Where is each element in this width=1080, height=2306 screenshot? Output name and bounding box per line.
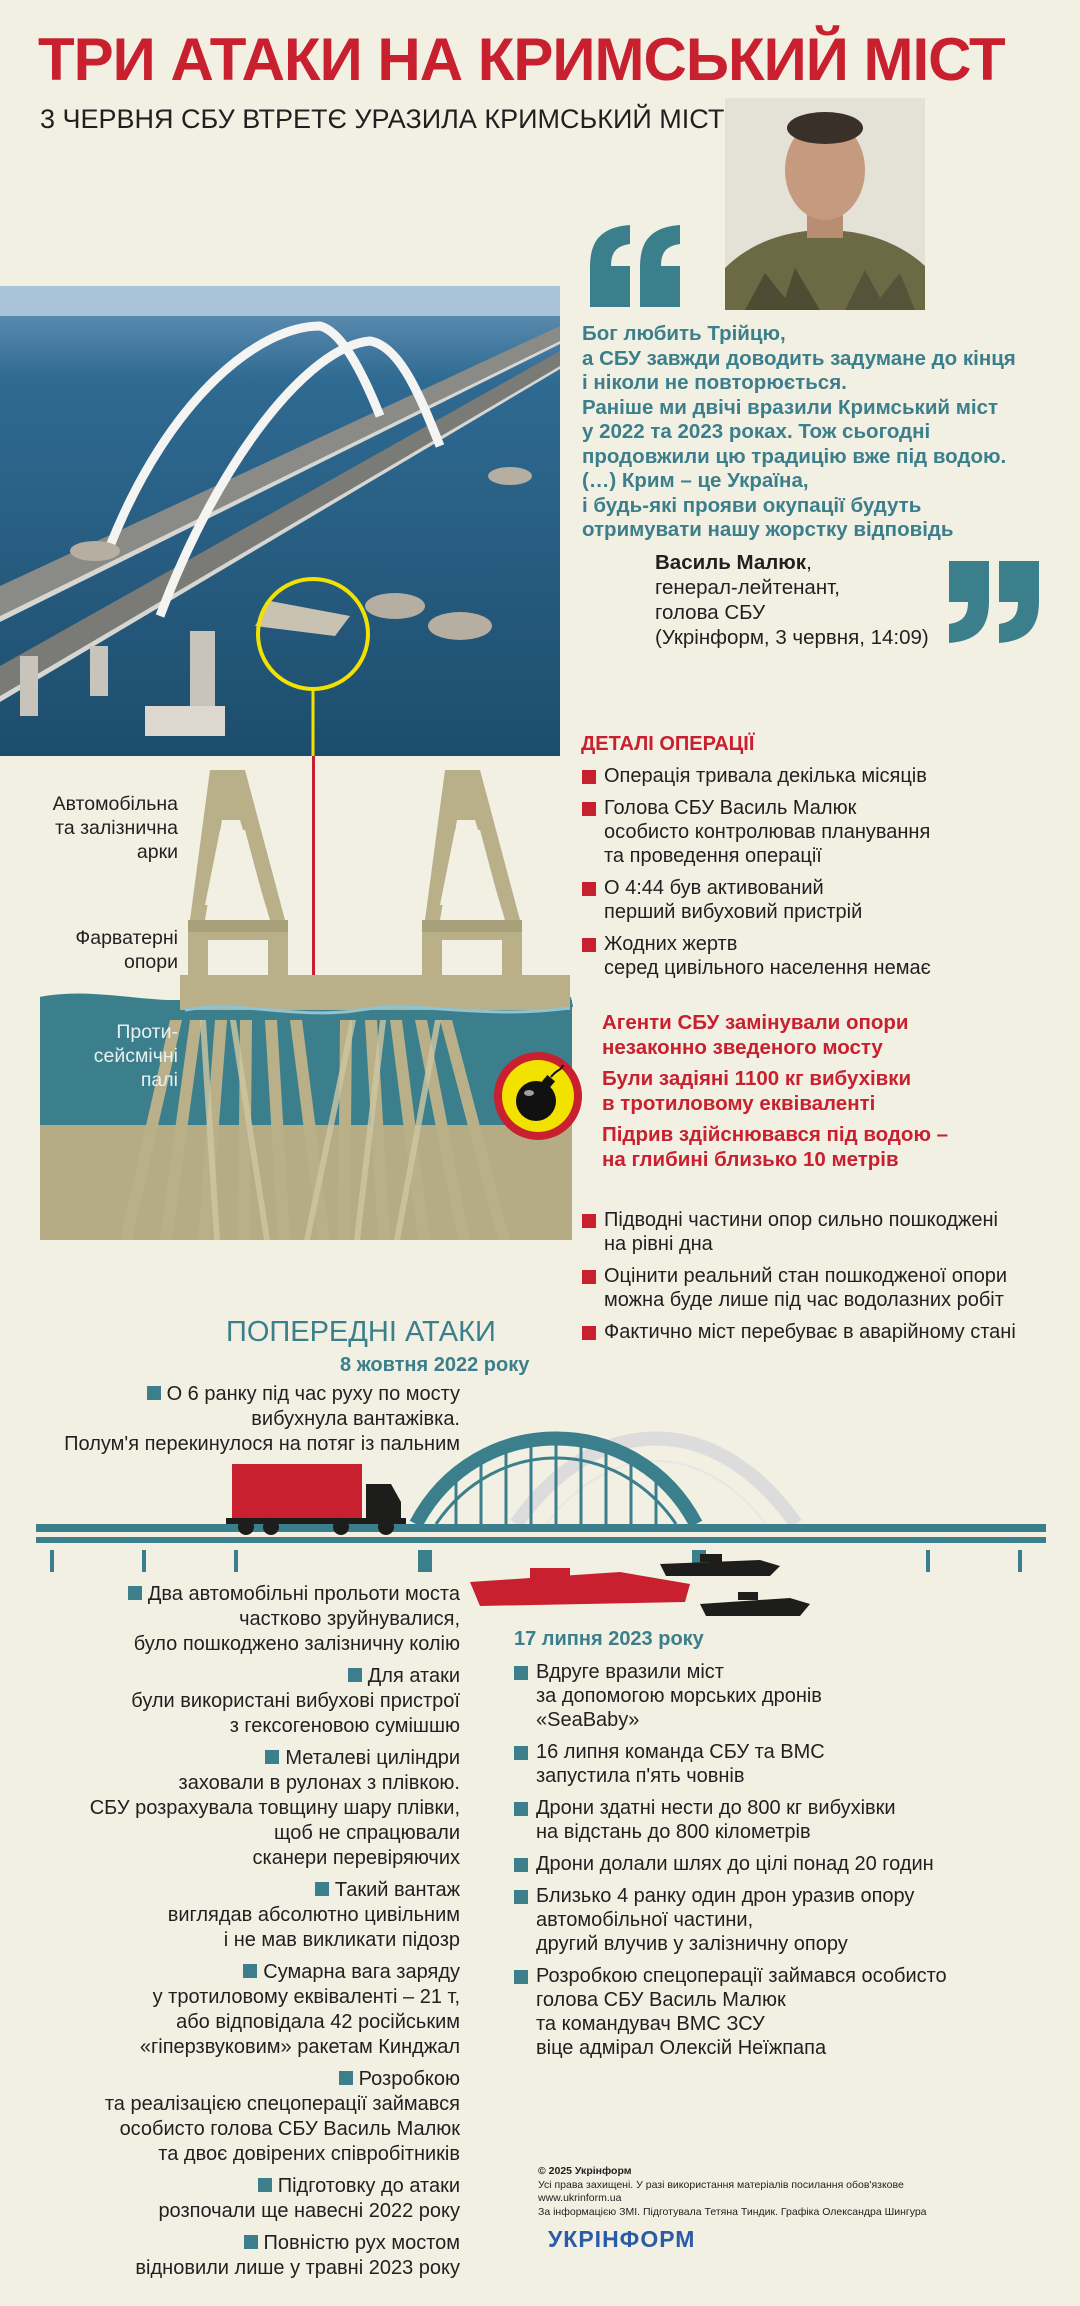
list-item: Фактично міст перебуває в аварійному стані bbox=[582, 1320, 1016, 1344]
date-2023: 17 липня 2023 року bbox=[514, 1628, 704, 1650]
attack-2023-list bbox=[514, 1660, 947, 2068]
quote-line: Раніше ми двічі вразили Кримський міст bbox=[582, 395, 999, 419]
label-piles: Проти- сейсмічні палі bbox=[93, 1021, 178, 1091]
list-item: Голова СБУ Василь Малюк особисто контролював планування та проведення операції bbox=[582, 796, 931, 868]
close-quote-icon bbox=[944, 556, 1044, 646]
highlight-depth: Підрив здійснювався під водою – на глибині близько 10 метрів bbox=[602, 1123, 949, 1171]
list-item: Вдруге вразили міст за допомогою морських дронів «SeaBaby» bbox=[514, 1660, 947, 1732]
author-name: Василь Малюк bbox=[655, 551, 807, 574]
list-item: Жодних жертв серед цивільного населення немає bbox=[582, 932, 931, 980]
list-item: Дрони здатні нести до 800 кг вибухівки на відстань до 800 кілометрів bbox=[514, 1796, 947, 1844]
list-item: Оцінити реальний стан пошкодженої опори можна буде лише під час водолазних робіт bbox=[582, 1264, 1016, 1312]
list-item: Дрони долали шлях до цілі понад 20 годин bbox=[514, 1852, 947, 1876]
quote-author: Василь Малюк, генерал-лейтенант, голова СБУ (Укрінформ, 3 червня, 14:09) bbox=[655, 551, 929, 649]
quote-line: і будь-які прояви окупації будуть bbox=[582, 493, 922, 517]
details-list-2 bbox=[582, 1208, 1016, 1352]
label-supports: Фарватерні опори bbox=[75, 927, 178, 973]
author-line: голова СБУ bbox=[655, 601, 766, 624]
quote-line: продовжили цю традицію вже під водою. bbox=[582, 444, 1007, 468]
quote-line: Бог любить Трійцю, bbox=[582, 322, 786, 345]
list-item: Повністю рух мостом відновили лише у травні 2023 року bbox=[135, 2232, 460, 2279]
date-2022: 8 жовтня 2022 року bbox=[340, 1354, 530, 1376]
ukrinform-logo[interactable]: УКРІНФОРМ bbox=[548, 2226, 696, 2252]
list-item: Близько 4 ранку один дрон уразив опору автомобільної частини, другий влучив у залізничну опору bbox=[514, 1884, 947, 1956]
portrait-photo bbox=[725, 98, 925, 310]
highlight-mined: Агенти СБУ замінували опори незаконно зведеного мосту bbox=[602, 1011, 909, 1059]
list-item: Розробкою та реалізацією спецоперації займався особисто голова СБУ Василь Малюк та двоє довірених співробітників bbox=[104, 2068, 460, 2165]
author-line: (Укрінформ, 3 червня, 14:09) bbox=[655, 626, 929, 649]
list-item: Металеві циліндри заховали в рулонах з плівкою. СБУ розрахувала товщину шару плівки, щоб не спрацювали сканери перевіряючих bbox=[89, 1747, 460, 1869]
quote-text bbox=[582, 322, 1052, 543]
details-title: ДЕТАЛІ ОПЕРАЦІЇ bbox=[581, 733, 755, 755]
previous-attacks-title: ПОПЕРЕДНІ АТАКИ bbox=[226, 1316, 496, 1348]
intro-2022: О 6 ранку під час руху по мосту вибухнула вантажівка. Полум'я перекинулося на потяг із пальним bbox=[64, 1383, 460, 1455]
quote-line: а СБУ завжди доводить задумане до кінця bbox=[582, 346, 1016, 370]
page-title: ТРИ АТАКИ НА КРИМСЬКИЙ МІСТ bbox=[38, 26, 1005, 93]
page-subtitle: 3 ЧЕРВНЯ СБУ ВТРЕТЄ УРАЗИЛА КРИМСЬКИЙ МІСТ bbox=[40, 104, 725, 134]
quote-line: (…) Крим – це Україна, bbox=[582, 469, 809, 492]
highlight-explosives: Були задіяні 1100 кг вибухівки в тротиловому еквіваленті bbox=[602, 1067, 912, 1115]
list-item: Сумарна вага заряду у тротиловому еквіваленті – 21 т, або відповідала 42 російським «гіперзвуковим» ракетам Кинджал bbox=[139, 1961, 460, 2058]
bridge-photo bbox=[0, 286, 560, 756]
author-line: генерал-лейтенант, bbox=[655, 576, 840, 599]
list-item: Підготовку до атаки розпочали ще навесні 2022 року bbox=[158, 2175, 460, 2222]
list-item: О 4:44 був активований перший вибуховий пристрій bbox=[582, 876, 931, 924]
quote-line: у 2022 та 2023 роках. Тож сьогодні bbox=[582, 420, 931, 443]
list-item: Операція тривала декілька місяців bbox=[582, 764, 931, 788]
footer-credits: © 2025 Укрінформ Усі права захищені. У разі використання матеріалів посилання обов'язкове www.ukrinform.ua За інформацією ЗМІ. Підготувала Тетяна Тиндик. Графіка Олександра Шингура bbox=[538, 2165, 927, 2218]
quote-line: отримувати нашу жорстку відповідь bbox=[582, 518, 954, 541]
list-item: 16 липня команда СБУ та ВМС запустила п'ять човнів bbox=[514, 1740, 947, 1788]
sea-drones-illustration bbox=[470, 1554, 810, 1626]
list-item: Два автомобільні прольоти моста частково зруйнувалися, було пошкоджено залізничну колію bbox=[40, 1582, 460, 1657]
bomb-icon bbox=[491, 1049, 585, 1143]
bullet-square bbox=[147, 1386, 161, 1400]
quote-line: і ніколи не повторюється. bbox=[582, 371, 847, 394]
open-quote-icon bbox=[585, 222, 685, 312]
attack-2022-list bbox=[40, 1582, 460, 2288]
label-arches: Автомобільна та залізнична арки bbox=[52, 793, 178, 863]
details-list bbox=[582, 764, 931, 988]
list-item: Підводні частини опор сильно пошкоджені на рівні дна bbox=[582, 1208, 1016, 1256]
list-item: Такий вантаж виглядав абсолютно цивільним і не мав викликати підозр bbox=[167, 1879, 460, 1951]
list-item: Для атаки були використані вибухові пристрої з гексогеновою сумішшю bbox=[131, 1665, 460, 1737]
list-item: Розробкою спецоперації займався особисто голова СБУ Василь Малюк та командувач ВМС ЗСУ віце адмірал Олексій Неїжпапа bbox=[514, 1964, 947, 2060]
